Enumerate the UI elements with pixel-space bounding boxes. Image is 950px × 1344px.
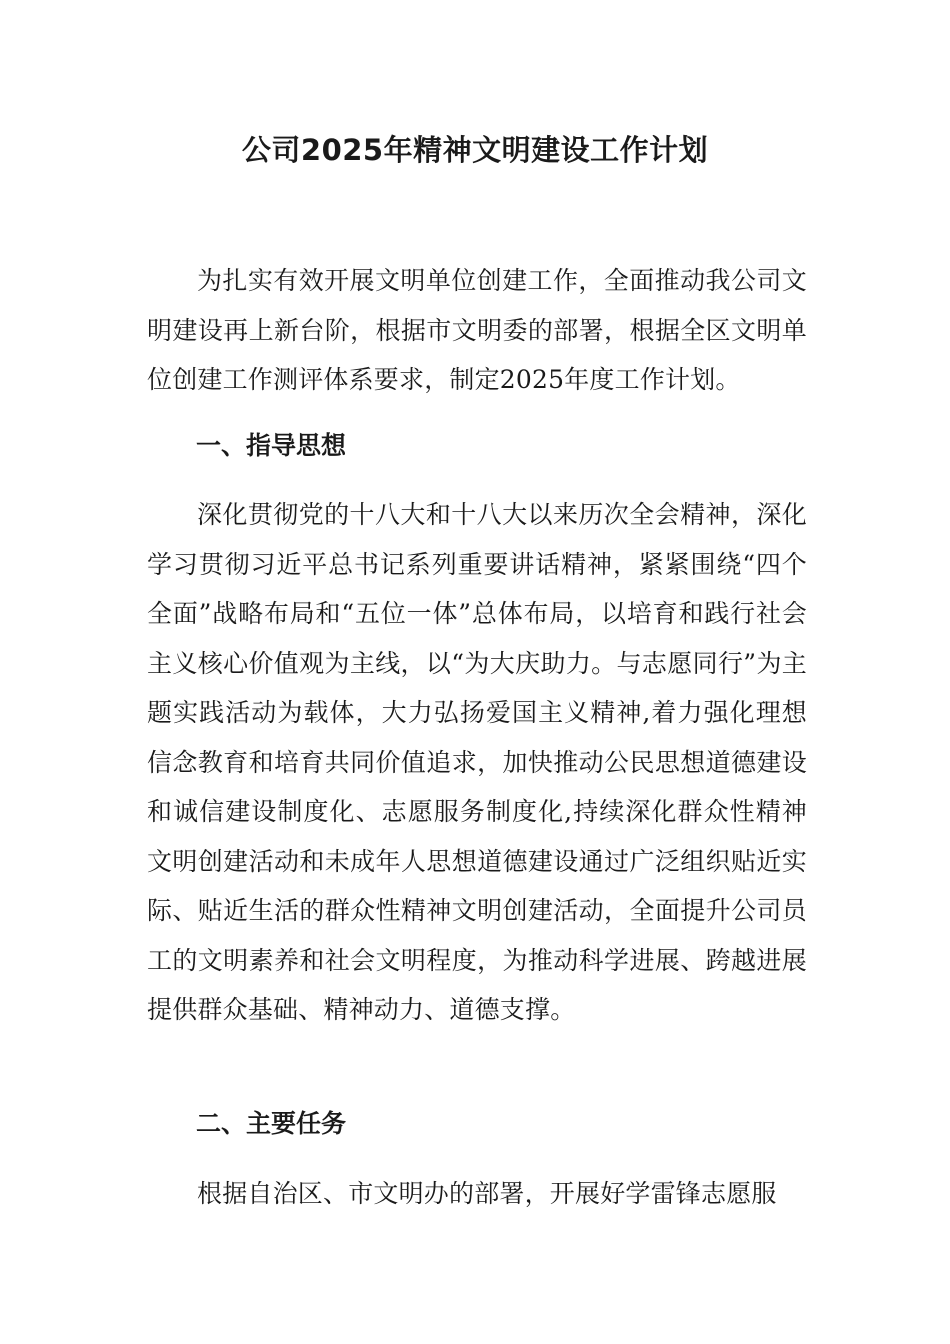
section-body-guiding-ideology: 深化贯彻党的十八大和十八大以来历次全会精神，深化学习贯彻习近平总书记系列重要讲话精神，紧紧围绕“四个全面”战略布局和“五位一体”总体布局，以培育和践行社会主义核心价值观为主线，以“为大庆助力。与志愿同行”为主题实践活动为载体，大力弘扬爱国主义精神,着力强化理想信念教育和培育共同价值追求，加快推动公民思想道德建设和诚信建设制度化、志愿服务制度化,持续深化群众性精神文明创建活动和未成年人思想道德建设通过广泛组织贴近实际、贴近生活的群众性精神文明创建活动，全面提升公司员工的文明素养和社会文明程度，为推动科学进展、跨越进展提供群众基础、精神动力、道德支撑。 bbox=[147, 500, 807, 1024]
section-body-main-tasks: 根据自治区、市文明办的部署，开展好学雷锋志愿服 bbox=[197, 1179, 777, 1208]
intro-paragraph: 为扎实有效开展文明单位创建工作，全面推动我公司文明建设再上新台阶，根据市文明委的部署，根据全区文明单位创建工作测评体系要求，制定2025年度工作计划。 bbox=[147, 266, 807, 394]
section-heading-guiding-ideology: 一、指导思想 bbox=[196, 431, 347, 460]
section-heading-main-tasks: 二、主要任务 bbox=[196, 1109, 347, 1138]
document-title: 公司2025年精神文明建设工作计划 bbox=[241, 133, 709, 167]
